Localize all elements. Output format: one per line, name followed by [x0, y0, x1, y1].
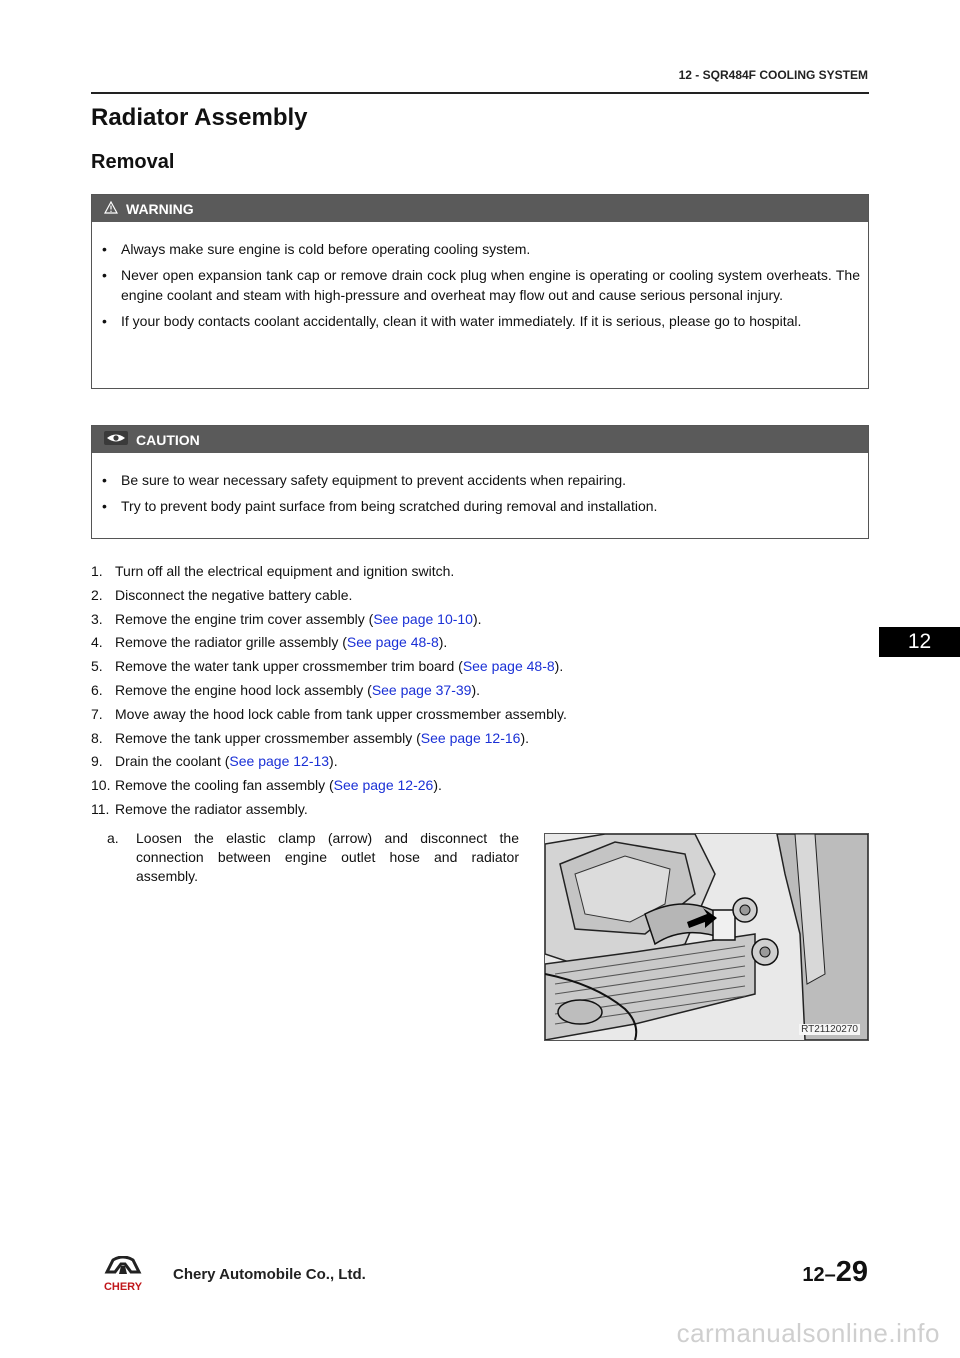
procedure-step: 5. Remove the water tank upper crossmember trim board (See page 48-8).	[91, 658, 564, 675]
figure-label: RT21120270	[801, 1024, 858, 1035]
procedure-step: 7. Move away the hood lock cable from tank upper crossmember assembly.	[91, 705, 567, 722]
procedure-step: 9. Drain the coolant (See page 12-13).	[91, 753, 338, 770]
procedure-step: 1. Turn off all the electrical equipment and ignition switch.	[91, 563, 455, 579]
header-rule	[91, 92, 869, 94]
caution-item: • Be sure to wear necessary safety equipment to prevent accidents when repairing.	[121, 470, 860, 490]
watermark: carmanualsonline.info	[676, 1318, 940, 1348]
procedure-steps	[91, 562, 567, 824]
procedure-step: 3. Remove the engine trim cover assembly (See page 10-10).	[91, 610, 482, 627]
svg-text:CHERY: CHERY	[103, 1281, 143, 1293]
procedure-step: 8. Remove the tank upper crossmember assembly (See page 12-16).	[91, 729, 529, 746]
caution-list	[92, 453, 868, 516]
procedure-step: 4. Remove the radiator grille assembly (See page 48-8).	[91, 634, 448, 651]
warning-triangle-icon	[104, 201, 118, 217]
sub-step	[107, 829, 519, 886]
page-reference-link[interactable]: See page 48-8	[462, 658, 555, 675]
warning-header	[92, 195, 868, 222]
warning-item: • If your body contacts coolant accidentally, clean it with water immediately. If it is serious, please go to hospital.	[121, 311, 860, 331]
engine-bay-illustration	[545, 834, 868, 1040]
caution-label: CAUTION	[136, 431, 200, 448]
section-title: Removal	[91, 151, 175, 173]
running-header: 12 - SQR484F COOLING SYSTEM	[678, 68, 868, 82]
footer-company: Chery Automobile Co., Ltd.	[173, 1266, 366, 1283]
warning-list	[92, 222, 868, 331]
page-reference-link[interactable]: See page 48-8	[346, 634, 439, 651]
engine-bay-figure	[544, 833, 869, 1041]
warning-item: • Never open expansion tank cap or remove drain cock plug when engine is operating or cooling system overheats. The engine coolant and steam with high-pressure and overheat may flow out and cause serious personal injury.	[121, 265, 860, 305]
procedure-step: 6. Remove the engine hood lock assembly (See page 37-39).	[91, 681, 481, 698]
sub-step-label: a.	[107, 830, 119, 846]
page-reference-link[interactable]: See page 12-16	[420, 729, 521, 746]
caution-header	[92, 426, 868, 453]
page-reference-link[interactable]: See page 12-13	[229, 753, 330, 770]
sub-step-text: Loosen the elastic clamp (arrow) and disconnect the connection between engine outlet hose and radiator assembly.	[136, 830, 519, 884]
warning-item: • Always make sure engine is cold before operating cooling system.	[121, 239, 860, 259]
procedure-step: 10. Remove the cooling fan assembly (See page 12-26).	[91, 777, 442, 794]
page-reference-link[interactable]: See page 37-39	[371, 681, 472, 698]
warning-label: WARNING	[126, 200, 194, 217]
warning-box	[91, 194, 869, 389]
caution-item: • Try to prevent body paint surface from being scratched during removal and installation.	[121, 496, 860, 516]
caution-box	[91, 425, 869, 539]
page-number: 12–29	[802, 1256, 868, 1288]
chapter-tab: 12	[879, 627, 960, 657]
procedure-step: 11. Remove the radiator assembly.	[91, 800, 308, 817]
page-reference-link[interactable]: See page 10-10	[373, 610, 473, 627]
page-title: Radiator Assembly	[91, 104, 308, 131]
procedure-step: 2. Disconnect the negative battery cable.	[91, 586, 353, 603]
eye-icon	[104, 431, 128, 448]
page-reference-link[interactable]: See page 12-26	[333, 777, 434, 794]
